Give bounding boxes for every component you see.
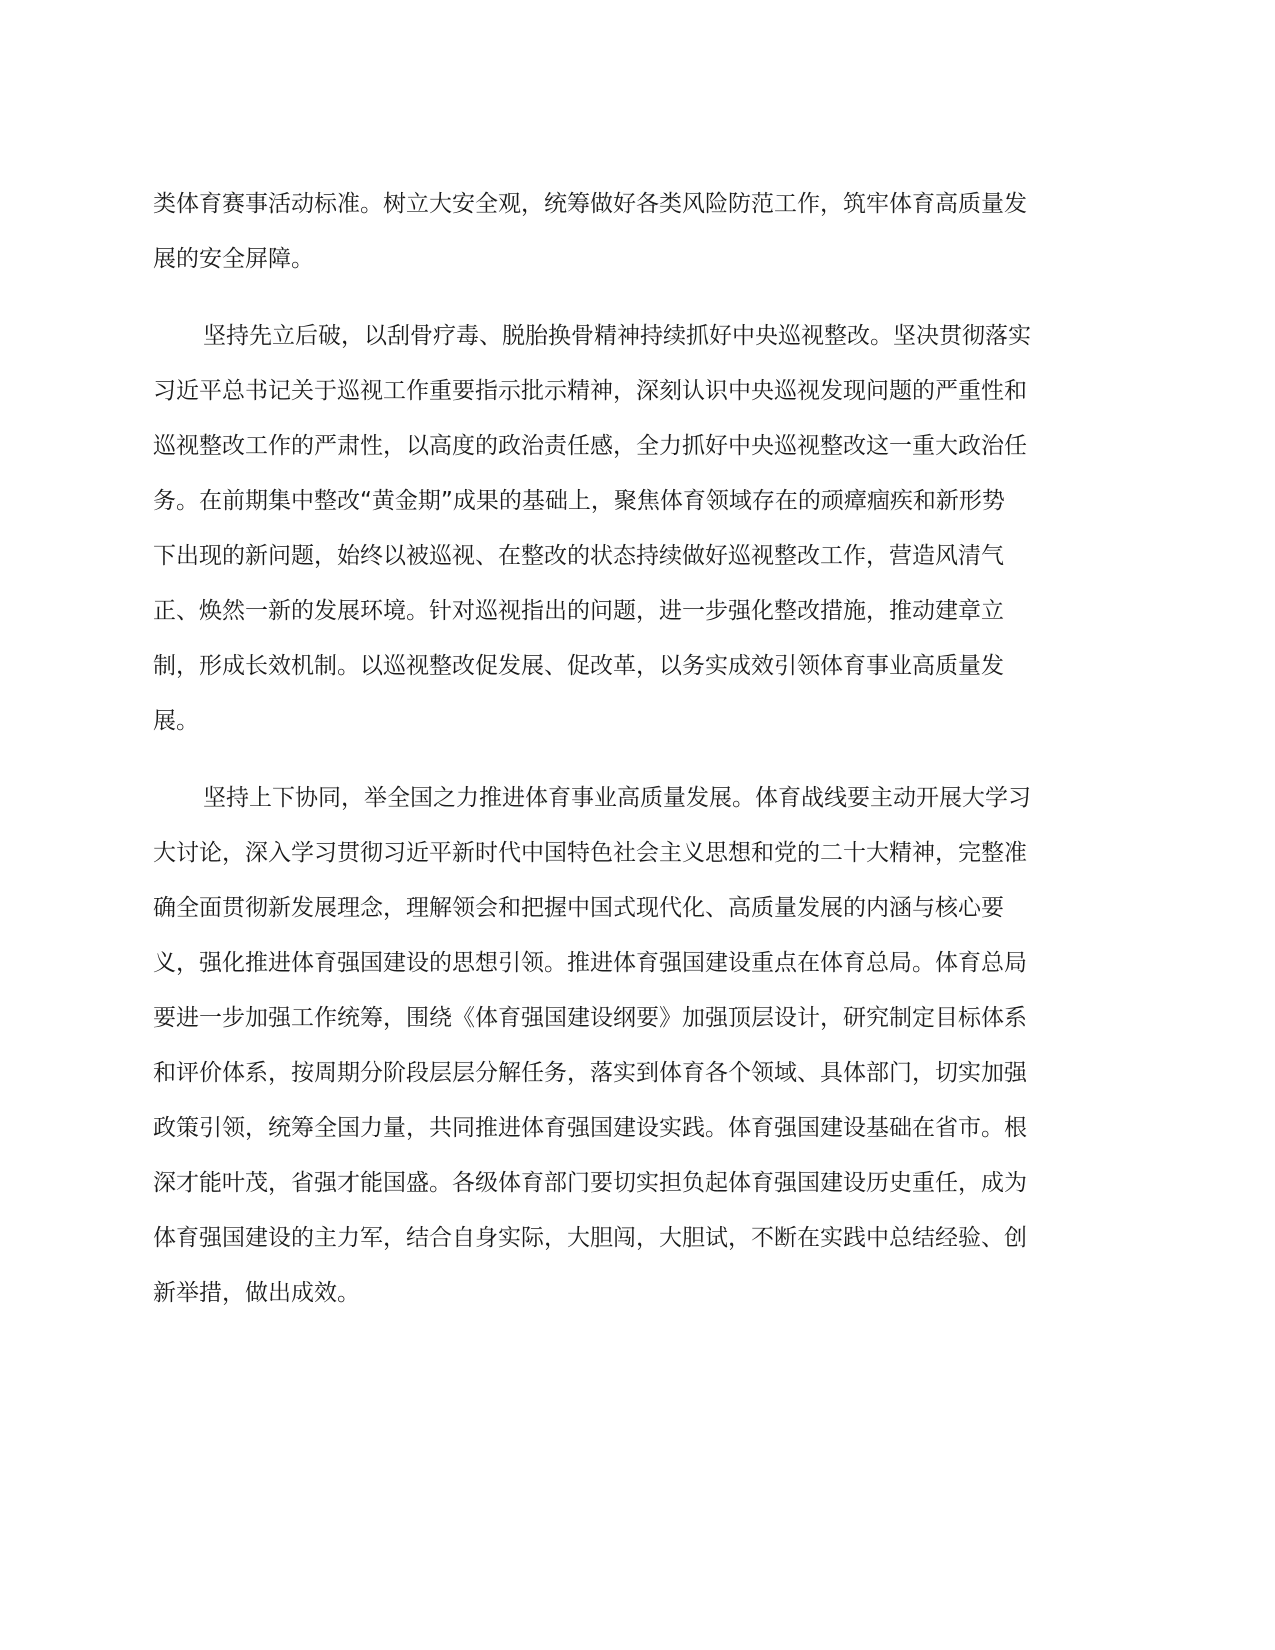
text-line: 坚持上下协同，举全国之力推进体育事业高质量发展。体育战线要主动开展大学习	[203, 785, 1031, 811]
text-line: 深才能叶茂，省强才能国盛。各级体育部门要切实担负起体育强国建设历史重任，成为	[153, 1170, 1027, 1196]
text-line: 体育强国建设的主力军，结合自身实际，大胆闯，大胆试，不断在实践中总结经验、创	[153, 1225, 1027, 1251]
text-line: 展。	[153, 708, 199, 734]
text-line: 政策引领，统筹全国力量，共同推进体育强国建设实践。体育强国建设基础在省市。根	[153, 1115, 1027, 1141]
text-line: 要进一步加强工作统筹，围绕《体育强国建设纲要》加强顶层设计，研究制定目标体系	[153, 1005, 1027, 1031]
text-line: 确全面贯彻新发展理念，理解领会和把握中国式现代化、高质量发展的内涵与核心要	[153, 895, 1004, 921]
text-line: 和评价体系，按周期分阶段层层分解任务，落实到体育各个领域、具体部门，切实加强	[153, 1060, 1027, 1086]
text-line: 展的安全屏障。	[153, 246, 314, 272]
text-line: 习近平总书记关于巡视工作重要指示批示精神，深刻认识中央巡视发现问题的严重性和	[153, 378, 1027, 404]
text-line: 下出现的新问题，始终以被巡视、在整改的状态持续做好巡视整改工作，营造风清气	[153, 543, 1004, 569]
text-line: 正、焕然一新的发展环境。针对巡视指出的问题，进一步强化整改措施，推动建章立	[153, 598, 1004, 624]
text-line: 义，强化推进体育强国建设的思想引领。推进体育强国建设重点在体育总局。体育总局	[153, 950, 1027, 976]
text-line: 大讨论，深入学习贯彻习近平新时代中国特色社会主义思想和党的二十大精神，完整准	[153, 840, 1027, 866]
text-line: 务。在前期集中整改“黄金期”成果的基础上，聚焦体育领域存在的顽瘴痼疾和新形势	[153, 488, 1005, 514]
text-line: 制，形成长效机制。以巡视整改促发展、促改革，以务实成效引领体育事业高质量发	[153, 653, 1004, 679]
text-line: 类体育赛事活动标准。树立大安全观，统筹做好各类风险防范工作，筑牢体育高质量发	[153, 191, 1027, 217]
text-line: 坚持先立后破，以刮骨疗毒、脱胎换骨精神持续抓好中央巡视整改。坚决贯彻落实	[203, 323, 1031, 349]
text-line: 新举措，做出成效。	[153, 1280, 360, 1306]
text-line: 巡视整改工作的严肃性，以高度的政治责任感，全力抓好中央巡视整改这一重大政治任	[153, 433, 1027, 459]
